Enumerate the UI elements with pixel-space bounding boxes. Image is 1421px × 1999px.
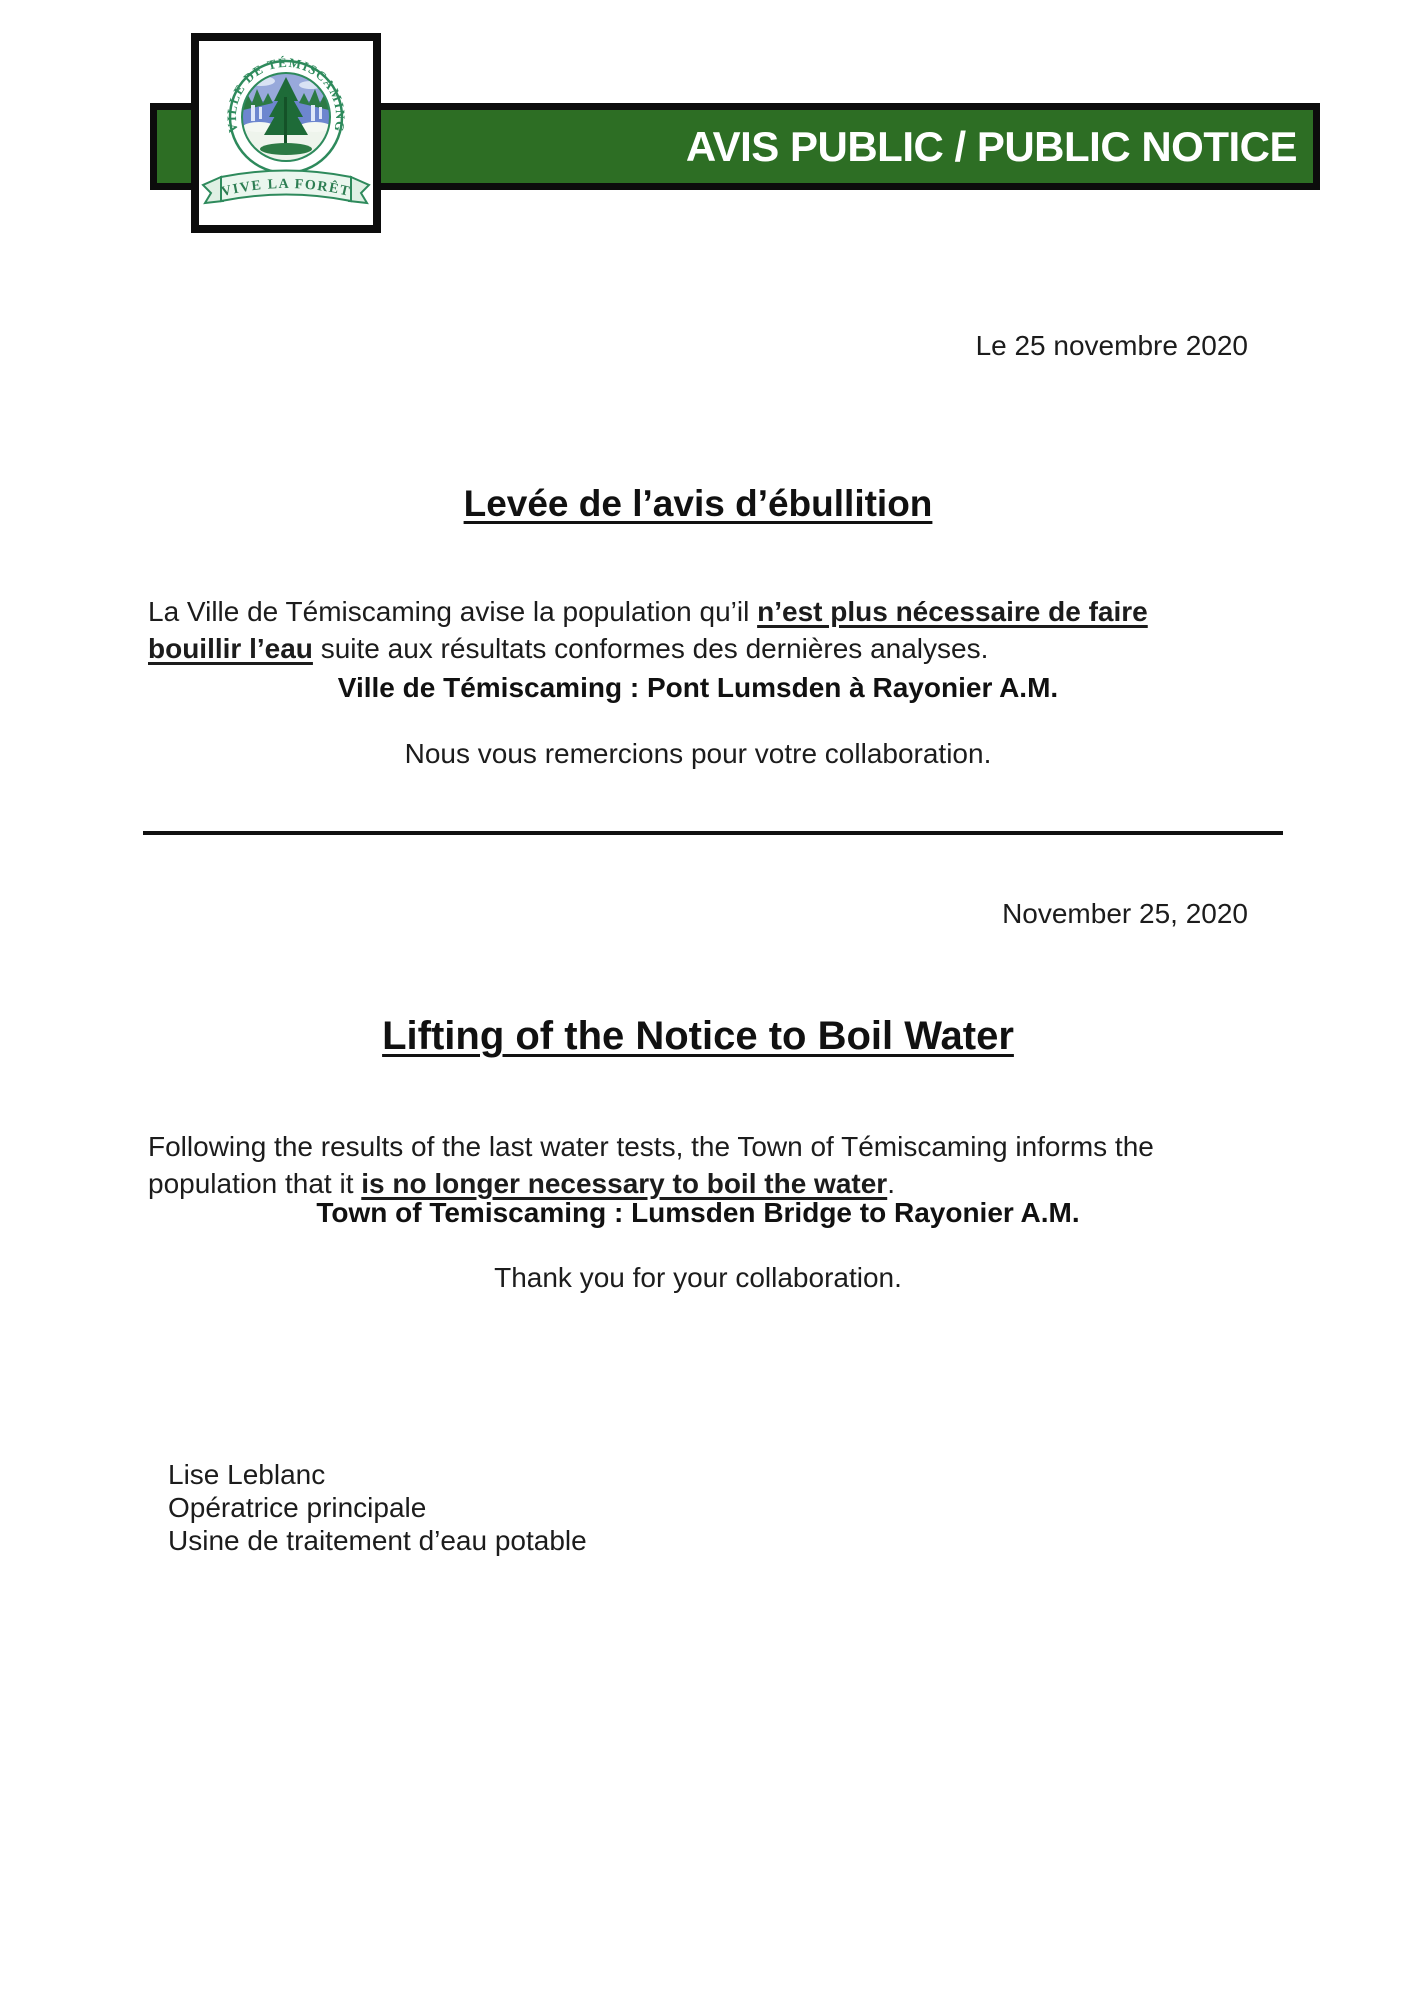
- banner-title: AVIS PUBLIC / PUBLIC NOTICE: [685, 122, 1297, 170]
- signature-block: [168, 1458, 587, 1557]
- paragraph-english: [148, 1128, 1248, 1202]
- thanks-english: Thank you for your collaboration.: [494, 1262, 902, 1293]
- date-french: Le 25 novembre 2020: [975, 330, 1248, 361]
- paragraph-english-part1: Following the results of the last water tests, the Town of Témiscaming informs the population that it: [148, 1131, 1154, 1199]
- paragraph-english-emphasis: is no longer necessary to boil the water: [361, 1168, 888, 1199]
- logo-ribbon-text: VIVE LA FORÊT: [219, 176, 353, 200]
- crest-scene: [239, 71, 333, 163]
- date-english: November 25, 2020: [1002, 898, 1248, 929]
- paragraph-french: [148, 593, 1248, 667]
- title-french: Levée de l’avis d’ébullition: [463, 483, 933, 524]
- paragraph-french-part2: suite aux résultats conformes des dernières analyses.: [312, 633, 989, 664]
- logo-arc-text: VILLE DE TÉMISCAMING: [223, 54, 349, 134]
- thanks-french: Nous vous remercions pour votre collaboration.: [404, 738, 992, 769]
- paragraph-french-part1: La Ville de Témiscaming avise la population qu’il: [148, 596, 758, 627]
- signature-organization: Usine de traitement d’eau potable: [168, 1525, 587, 1556]
- paragraph-english-part2: .: [887, 1168, 895, 1199]
- title-english: Lifting of the Notice to Boil Water: [382, 1014, 1014, 1058]
- location-line-french: Ville de Témiscaming : Pont Lumsden à Rayonier A.M.: [337, 672, 1059, 703]
- logo-ribbon: [203, 171, 369, 204]
- paragraph-french-emphasis: n’est plus nécessaire de faire bouillir l’eau: [148, 596, 1148, 664]
- location-line-english: Town of Temiscaming : Lumsden Bridge to Rayonier A.M.: [316, 1197, 1080, 1228]
- signature-title: Opératrice principale: [168, 1492, 427, 1523]
- signature-name: Lise Leblanc: [168, 1459, 326, 1490]
- town-crest-icon: [199, 41, 373, 225]
- section-divider: [143, 831, 1283, 835]
- town-logo: [191, 33, 381, 233]
